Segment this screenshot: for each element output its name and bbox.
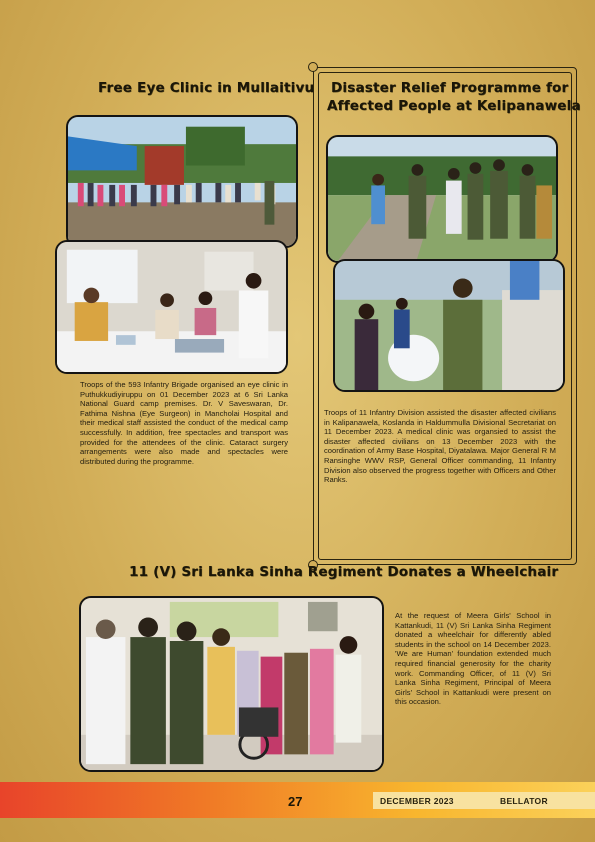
magazine-name: BELLATOR	[500, 796, 548, 806]
disaster-relief-title-line2: Affected People at Kelipanawela	[327, 98, 581, 114]
eye-clinic-queue-photo	[66, 115, 298, 248]
issue-date: DECEMBER 2023	[380, 796, 454, 806]
disaster-relief-body: Troops of 11 Infantry Division assisted the disaster affected civilians in Kalipanawela, Koslanda in Haldummulla Divisional Secretariat on 11 December 2023. A medical clinic was organsied to assist the disaster affected civilians on 13 December 2023 with the coordination of Army Base Hospital, Diyatalawa. Major General R M Ransinghe WWV RSP, General Officer commanding, 11 Infantry Division also observed the progress together with Officers and Other Ranks.	[324, 408, 556, 485]
disaster-relief-distribution-photo	[333, 259, 565, 392]
disaster-relief-soldiers-photo	[326, 135, 558, 263]
disaster-relief-title-line1: Disaster Relief Programme for	[331, 80, 569, 96]
wheelchair-donation-body: At the request of Meera Girls' School in Kattankudi, 11 (V) Sri Lanka Sinha Regiment donated a wheelchair for differently abled students in the school on 14 December 2023. 'We are Human' foundation extended much required financial generosity for the charity work. Commanding Officer, of 11 (V) Sri Lanka Sinha Regiment, Principal of Meera Girls' School in Kattankudi were present on this occasion.	[395, 611, 551, 707]
eye-clinic-body: Troops of the 593 Infantry Brigade organised an eye clinic in Puthukkudiyiruppu on 01 December 2023 at 6 Sri Lanka National Guard camp premises. Dr. V Saveswaran, Dr. Fathima Nishna (Eye Surgeon) in Mancholai Hospital and their medical staff assisted the conduct of the medical camp successfully. In addition, free spectacles and transport was provided for the attendees of the clinic. Cataract surgery arrangements were also made and spectacles were distributed during the programme.	[80, 380, 288, 466]
eye-clinic-title: Free Eye Clinic in Mullaitivu	[98, 80, 315, 96]
wheelchair-donation-photo	[79, 596, 384, 772]
wheelchair-donation-title: 11 (V) Sri Lanka Sinha Regiment Donates a Wheelchair	[129, 564, 559, 580]
frame-notch-top-left	[308, 62, 318, 72]
page-number: 27	[288, 794, 303, 809]
eye-clinic-exam-photo	[55, 240, 288, 374]
